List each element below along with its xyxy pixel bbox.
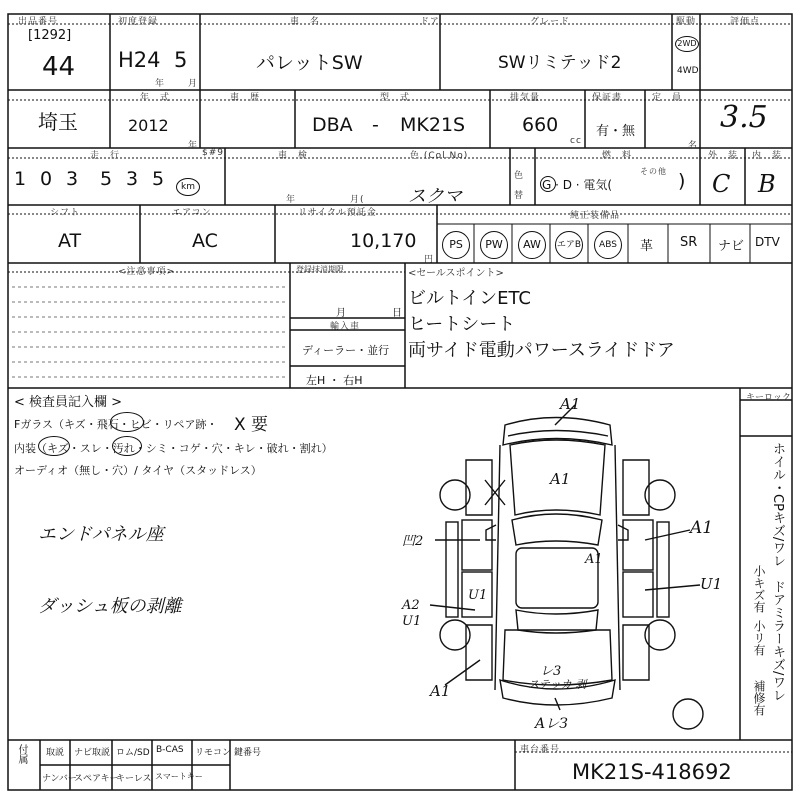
mileage-digit: 5 [152, 168, 165, 190]
damage-mark: AレЗ [535, 716, 568, 732]
first-reg-year-unit: 年 [155, 79, 166, 89]
inspector-line-glass: Fガラス（キズ・飛石・ヒビ・リペア跡・ [14, 418, 218, 431]
car-name-label: 車 名 [290, 17, 321, 27]
recycle-label: リサイクル預託金 [298, 208, 377, 218]
first-reg-month-unit: 月 [188, 79, 199, 89]
accessory-plate: ナンバー [42, 774, 77, 784]
damage-mark: レ3 [540, 664, 562, 679]
keylock-label: キーロック [746, 393, 791, 403]
ref-label: $#9 [202, 148, 224, 158]
equipment-airbag: エアB [555, 231, 583, 259]
damage-mark: A1 [550, 470, 571, 488]
first-reg-year: H24 [118, 48, 161, 72]
side-note: 小リ有 [752, 620, 766, 656]
displacement-label: 排気量 [510, 93, 541, 103]
damage-mark: A1 [560, 395, 581, 413]
shaken-label: 車 検 [278, 151, 309, 161]
equipment-dtv: DTV [755, 235, 780, 249]
glass-flag: X 要 [234, 415, 269, 435]
drive-4wd: 4WD [677, 66, 699, 76]
color-kind: 色 [514, 171, 525, 181]
inspector-line-interior: 内装（キズ・スレ・汚れ・シミ・コゲ・穴・キレ・破れ・割れ） [14, 442, 333, 455]
damage-mark: ステッカ 剥 [528, 678, 587, 691]
accessory-navi-manual: ナビ取説 [74, 748, 111, 758]
model-year-label: 年 式 [140, 93, 171, 103]
handle-side: 左H ・ 右H [306, 374, 363, 387]
model-prefix: DBA [312, 114, 353, 136]
import-label: 輸入車 [330, 322, 361, 332]
reg-month-unit: 月 [336, 308, 346, 319]
lot-number: 44 [42, 52, 76, 82]
lot-label: 出品番号 [18, 17, 59, 27]
sales-point: ビルトインETC [408, 288, 531, 309]
notes-label: <注意事項> [118, 267, 176, 277]
drive-label: 駆動 [676, 17, 697, 27]
color-sub: 替 [514, 191, 525, 201]
model-year-unit: 年 [188, 141, 199, 151]
lot-code: [1292] [28, 28, 72, 43]
exterior-label: 外 装 [708, 151, 739, 161]
equipment-sr: SR [680, 235, 698, 250]
aircon-label: エアコン [172, 208, 212, 218]
side-note: 補修有 [752, 680, 766, 716]
inspector-line-audio: オーディオ（無し・穴）/ タイヤ（スタッドレス） [14, 464, 262, 477]
fuel-choices: G · D · 電気( [542, 178, 613, 192]
accessory-remote: リモコン [195, 748, 232, 758]
reg-day-unit: 日 [392, 308, 402, 319]
equipment-label: 純正装備品 [570, 211, 621, 221]
model-dash: - [372, 114, 379, 136]
mileage-digit: 3 [126, 168, 139, 190]
model-code: MK21S [400, 114, 466, 136]
mileage-digit: 5 [100, 168, 113, 190]
grade: SWリミテッド2 [498, 53, 622, 73]
shift-label: シフト [50, 208, 81, 218]
color-handwritten: スクマ [408, 186, 462, 207]
damage-mark: U1 [700, 575, 723, 593]
car-name: パレットSW [256, 52, 363, 74]
warranty-label: 保証書 [592, 93, 623, 103]
shaken-month-unit: 月( [350, 195, 365, 205]
score-label: 評価点 [730, 17, 761, 27]
drive-2wd-circled: 2WD [675, 36, 699, 52]
accessory-rom: ロム/SD [116, 748, 150, 758]
displacement-unit: cc [570, 136, 582, 146]
model-year: 2012 [128, 116, 169, 135]
first-reg-month: 5 [174, 48, 188, 72]
equipment-aw: AW [518, 231, 546, 259]
shift: AT [58, 230, 82, 252]
prefecture: 埼玉 [38, 110, 78, 134]
mileage-digit: 3 [66, 168, 79, 190]
inspector-label: < 検査員記入欄 > [14, 395, 123, 410]
sales-label: <セールスポイント> [408, 268, 504, 279]
damage-mark: A1 [690, 518, 714, 538]
damage-mark: U1 [468, 588, 488, 603]
shaken-year-unit: 年 [286, 195, 297, 205]
warranty: 有・無 [596, 124, 636, 139]
equipment-ps: PS [442, 231, 470, 259]
score-handwritten: 3.5 [720, 100, 768, 135]
import-dealer: ディーラー・並行 [302, 344, 390, 357]
accessory-manual: 取説 [46, 748, 65, 758]
door-label: ドア [420, 17, 440, 27]
handwritten-note: ダッシュ板の剥離 [38, 596, 182, 617]
damage-mark: U1 [402, 614, 422, 629]
first-reg-label: 初度登録 [118, 17, 159, 27]
interior-label: 内 装 [752, 151, 783, 161]
sales-point: 両サイド電動パワースライドドア [408, 340, 675, 361]
accessories-label: 付属 [16, 744, 27, 764]
aircon: AC [192, 230, 218, 252]
mileage-unit-circled: km [176, 178, 200, 196]
chassis-number: MK21S-418692 [572, 760, 732, 784]
equipment-navi: ナビ [718, 239, 745, 254]
equipment-abs: ABS [594, 231, 622, 259]
interior-grade: B [758, 170, 776, 198]
grade-label: グレード [530, 17, 571, 27]
fuel-close: ) [678, 170, 686, 192]
recycle-unit: 円 [424, 255, 435, 265]
side-note: ホイル・CPキズ/ワレ [770, 442, 785, 568]
accessory-bcas: B-CAS [156, 745, 184, 755]
sales-point: ヒートシート [408, 314, 516, 335]
inspection-label: 車 歴 [230, 93, 261, 103]
displacement: 660 [522, 114, 559, 136]
color-label: 色 (Col.No) [410, 151, 469, 161]
side-note: 小キズ有 [752, 565, 766, 613]
damage-mark: 凹2 [402, 534, 424, 549]
mileage-digit: 1 [14, 168, 27, 190]
capacity-label: 定 員 [652, 93, 683, 103]
mileage-label: 走 行 [90, 151, 121, 161]
accessory-spare-key: スペアキー [74, 774, 119, 784]
fuel-other: その他 [640, 167, 667, 176]
equipment-pw: PW [480, 231, 508, 259]
capacity-unit: 名 [688, 141, 699, 151]
fuel-label: 燃 料 [602, 151, 633, 161]
model-label: 型 式 [380, 93, 411, 103]
damage-mark: A2 [402, 598, 420, 613]
accessory-keyless: キーレス [116, 774, 152, 784]
recycle-amount: 10,170 [350, 230, 417, 252]
equipment-leather: 革 [640, 239, 654, 254]
exterior-grade: C [712, 170, 731, 198]
side-note: ドアミラーキズ/ワレ [770, 580, 785, 702]
chassis-label: 車台番号 [520, 745, 561, 755]
mileage-digit: 0 [40, 168, 53, 190]
accessory-smart-key: スマートキー [155, 772, 203, 781]
handwritten-note: エンドパネル座 [38, 524, 164, 545]
key-number-label: 鍵番号 [234, 748, 262, 758]
damage-mark: A1 [585, 552, 603, 567]
reg-deadline-label: 登録抹消期限 [296, 265, 344, 274]
damage-mark: A1 [430, 682, 451, 700]
